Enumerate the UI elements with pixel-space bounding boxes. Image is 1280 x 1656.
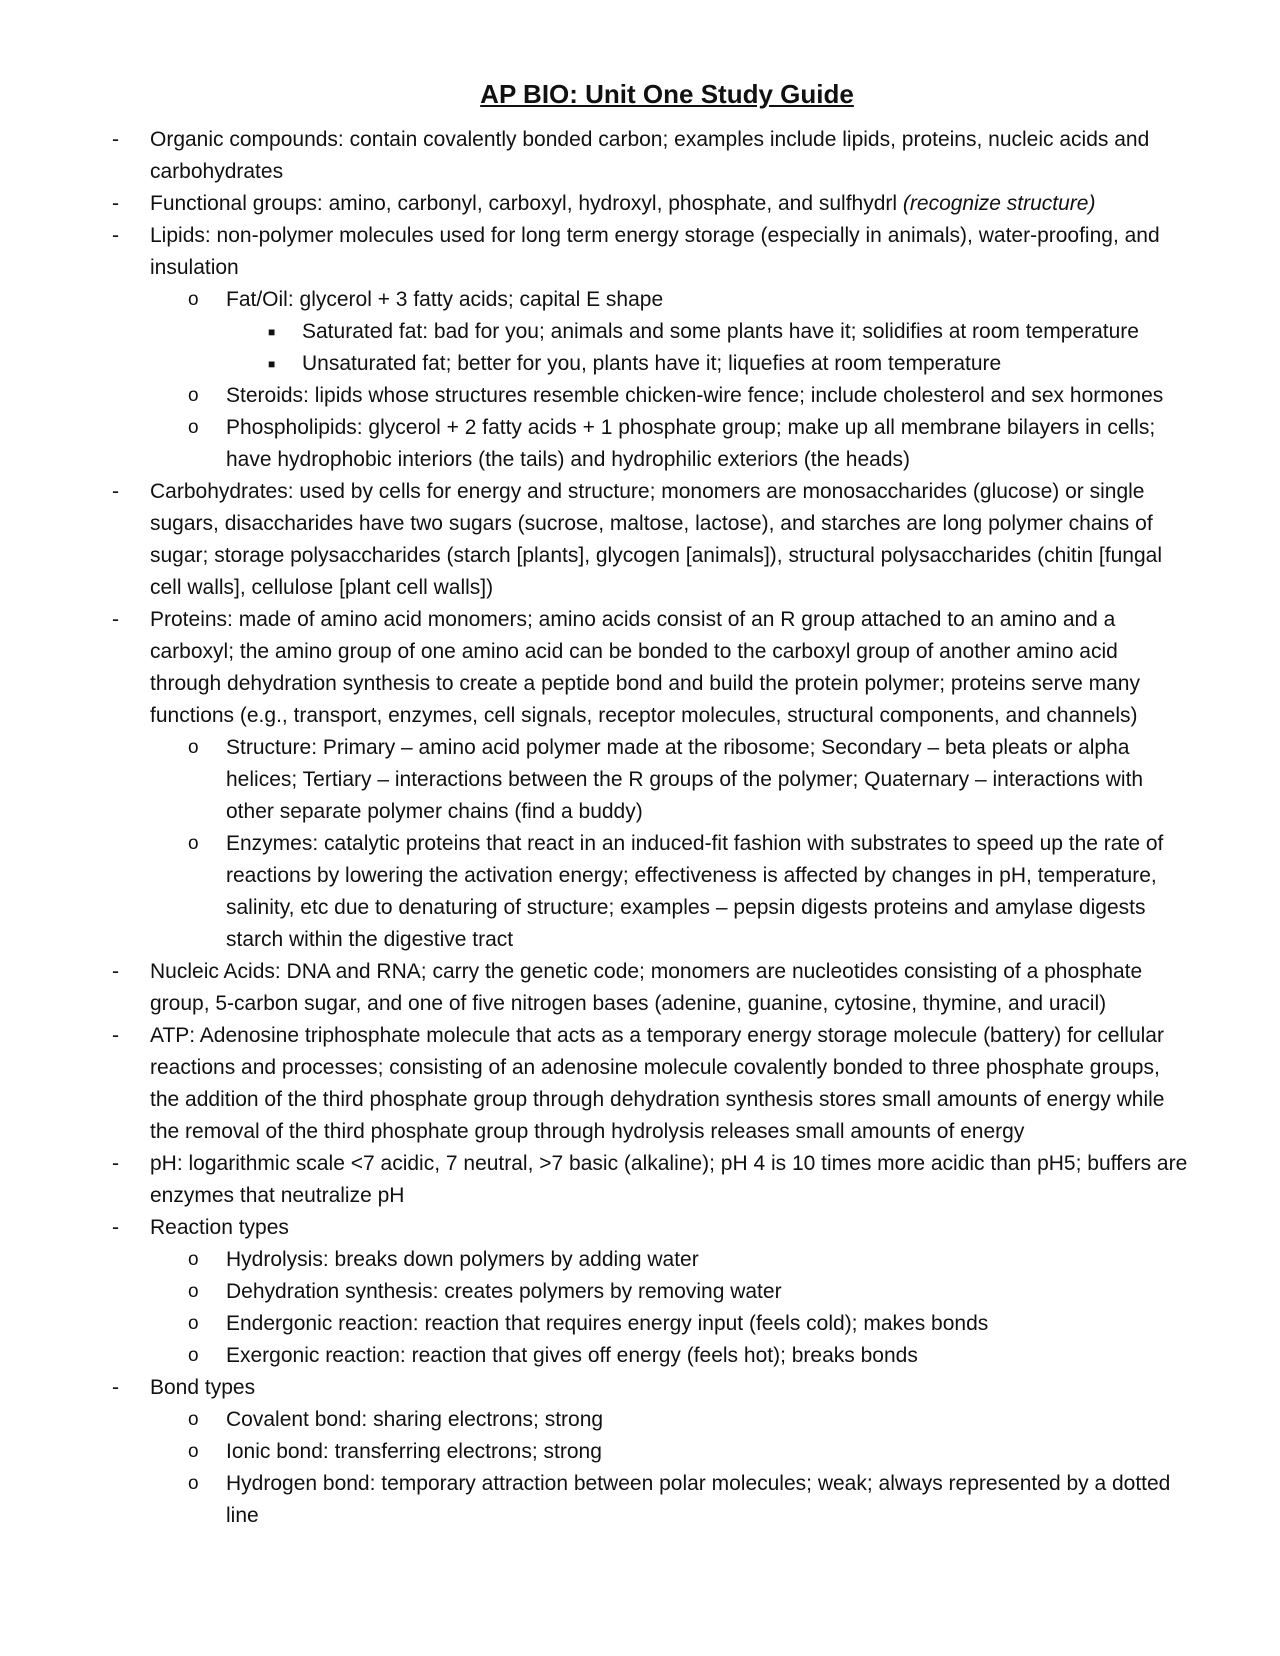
sub-item-text: Enzymes: catalytic proteins that react in an induced-fit fashion with substrates to speed up the rate of reactions by lowering the activation energy; effectiveness is affected by changes in pH, temperature, salinity, etc due to denaturing of structure; examples – pepsin digests proteins and amylase digests starch within the digestive tract bbox=[226, 832, 1164, 951]
circle-bullet: o bbox=[188, 1281, 199, 1302]
square-bullet: ■ bbox=[268, 325, 276, 339]
list-item-text: ATP: Adenosine triphosphate molecule that acts as a temporary energy storage molecule (battery) for cellular reactions and processes; consisting of an adenosine molecule covalently bonded to three phosphate groups, the addition of the third phosphate group through dehydration synthesis stores small amounts of energy while the removal of the third phosphate group through hydrolysis releases small amounts of energy bbox=[150, 1024, 1165, 1143]
list-item-text-main: Functional groups: amino, carbonyl, carboxyl, hydroxyl, phosphate, and sulfhydrl bbox=[150, 192, 903, 215]
sub-item-text: Dehydration synthesis: creates polymers by removing water bbox=[226, 1280, 782, 1303]
sub-item-text: Endergonic reaction: reaction that requires energy input (feels cold); makes bonds bbox=[226, 1312, 989, 1335]
dash-bullet: - bbox=[112, 960, 119, 983]
list-item-bond-types bbox=[112, 1372, 1192, 1532]
list-item-carbohydrates bbox=[112, 476, 1192, 604]
sub-item-dehydration-synthesis bbox=[150, 1276, 1192, 1308]
sub-item-text: Exergonic reaction: reaction that gives off energy (feels hot); breaks bonds bbox=[226, 1344, 918, 1367]
sub-item-text: Hydrogen bond: temporary attraction between polar molecules; weak; always represented by a dotted line bbox=[226, 1472, 1171, 1527]
sub-sub-list bbox=[226, 316, 1192, 380]
list-item-text: Lipids: non-polymer molecules used for long term energy storage (especially in animals), water-proofing, and insulation bbox=[150, 224, 1160, 279]
circle-bullet: o bbox=[188, 289, 199, 310]
sub-item-phospholipids bbox=[150, 412, 1192, 476]
sub-item-enzymes bbox=[150, 828, 1192, 956]
circle-bullet: o bbox=[188, 1249, 199, 1270]
list-item-text: Carbohydrates: used by cells for energy and structure; monomers are monosaccharides (glucose) or single sugars, disaccharides have two sugars (sucrose, maltose, lactose), and starches are long polymer chains of sugar; storage polysaccharides (starch [plants], glycogen [animals]), structural polysaccharides (chitin [fungal cell walls], cellulose [plant cell walls]) bbox=[150, 480, 1162, 599]
list-item-text: Proteins: made of amino acid monomers; amino acids consist of an R group attached to an amino and a carboxyl; the amino group of one amino acid can be bonded to the carboxyl group of another amino acid through dehydration synthesis to create a peptide bond and build the protein polymer; proteins serve many functions (e.g., transport, enzymes, cell signals, receptor molecules, structural components, and channels) bbox=[150, 608, 1140, 727]
circle-bullet: o bbox=[188, 737, 199, 758]
circle-bullet: o bbox=[188, 385, 199, 406]
sub-item-text: Phospholipids: glycerol + 2 fatty acids + 1 phosphate group; make up all membrane bilayers in cells; have hydrophobic interiors (the tails) and hydrophilic exteriors (the heads) bbox=[226, 416, 1156, 471]
sub-sub-item-saturated-fat bbox=[226, 316, 1192, 348]
sub-item-fat-oil bbox=[150, 284, 1192, 380]
dash-bullet: - bbox=[112, 1376, 119, 1399]
list-item-text: Bond types bbox=[150, 1376, 256, 1399]
dash-bullet: - bbox=[112, 480, 119, 503]
list-item-lipids bbox=[112, 220, 1192, 476]
sub-item-hydrolysis bbox=[150, 1244, 1192, 1276]
sub-item-text: Ionic bond: transferring electrons; strong bbox=[226, 1440, 602, 1463]
list-item-atp bbox=[112, 1020, 1192, 1148]
circle-bullet: o bbox=[188, 833, 199, 854]
sub-item-endergonic bbox=[150, 1308, 1192, 1340]
dash-bullet: - bbox=[112, 224, 119, 247]
list-item-proteins bbox=[112, 604, 1192, 956]
list-item-text: Nucleic Acids: DNA and RNA; carry the genetic code; monomers are nucleotides consisting of a phosphate group, 5-carbon sugar, and one of five nitrogen bases (adenine, guanine, cytosine, thymine, and uracil) bbox=[150, 960, 1143, 1015]
circle-bullet: o bbox=[188, 1441, 199, 1462]
dash-bullet: - bbox=[112, 192, 119, 215]
square-bullet: ■ bbox=[268, 357, 276, 371]
sub-item-exergonic bbox=[150, 1340, 1192, 1372]
sub-item-steroids bbox=[150, 380, 1192, 412]
sub-sub-item-unsaturated-fat bbox=[226, 348, 1192, 380]
list-item-emphasis: (recognize structure) bbox=[902, 192, 1096, 215]
sub-item-text: Fat/Oil: glycerol + 3 fatty acids; capital E shape bbox=[226, 288, 664, 311]
circle-bullet: o bbox=[188, 417, 199, 438]
sub-list bbox=[150, 732, 1192, 956]
sub-list bbox=[150, 1404, 1192, 1532]
sub-item-structure bbox=[150, 732, 1192, 828]
list-item-reaction-types bbox=[112, 1212, 1192, 1372]
list-item-functional-groups bbox=[112, 188, 1192, 220]
list-item-nucleic-acids bbox=[112, 956, 1192, 1020]
dash-bullet: - bbox=[112, 1152, 119, 1175]
dash-bullet: - bbox=[112, 608, 119, 631]
sub-item-text: Structure: Primary – amino acid polymer made at the ribosome; Secondary – beta pleats or alpha helices; Tertiary – interactions between the R groups of the polymer; Quaternary – interactions with other separate polymer chains (find a buddy) bbox=[226, 736, 1144, 823]
sub-item-ionic-bond bbox=[150, 1436, 1192, 1468]
list-item-text: Reaction types bbox=[150, 1216, 289, 1239]
page-title: AP BIO: Unit One Study Guide bbox=[480, 79, 854, 109]
circle-bullet: o bbox=[188, 1345, 199, 1366]
list-item-text bbox=[150, 188, 1192, 220]
list-item-ph bbox=[112, 1148, 1192, 1212]
dash-bullet: - bbox=[112, 128, 119, 151]
dash-bullet: - bbox=[112, 1216, 119, 1239]
sub-item-text: Hydrolysis: breaks down polymers by adding water bbox=[226, 1248, 699, 1271]
circle-bullet: o bbox=[188, 1313, 199, 1334]
sub-list bbox=[150, 1244, 1192, 1372]
study-guide-outline bbox=[112, 124, 1192, 1532]
sub-item-hydrogen-bond bbox=[150, 1468, 1192, 1532]
list-item-text: Organic compounds: contain covalently bonded carbon; examples include lipids, proteins, nucleic acids and carbohydrates bbox=[150, 128, 1150, 183]
circle-bullet: o bbox=[188, 1473, 199, 1494]
sub-item-text: Steroids: lipids whose structures resemble chicken-wire fence; include cholesterol and sex hormones bbox=[226, 384, 1164, 407]
sub-sub-item-text: Saturated fat: bad for you; animals and some plants have it; solidifies at room temperature bbox=[302, 320, 1139, 343]
sub-sub-item-text: Unsaturated fat; better for you, plants have it; liquefies at room temperature bbox=[302, 352, 1002, 375]
list-item-text: pH: logarithmic scale <7 acidic, 7 neutral, >7 basic (alkaline); pH 4 is 10 times more acidic than pH5; buffers are enzymes that neutralize pH bbox=[150, 1152, 1188, 1207]
sub-item-text: Covalent bond: sharing electrons; strong bbox=[226, 1408, 604, 1431]
sub-list bbox=[150, 284, 1192, 476]
sub-item-covalent-bond bbox=[150, 1404, 1192, 1436]
circle-bullet: o bbox=[188, 1409, 199, 1430]
list-item-organic-compounds bbox=[112, 124, 1192, 188]
dash-bullet: - bbox=[112, 1024, 119, 1047]
